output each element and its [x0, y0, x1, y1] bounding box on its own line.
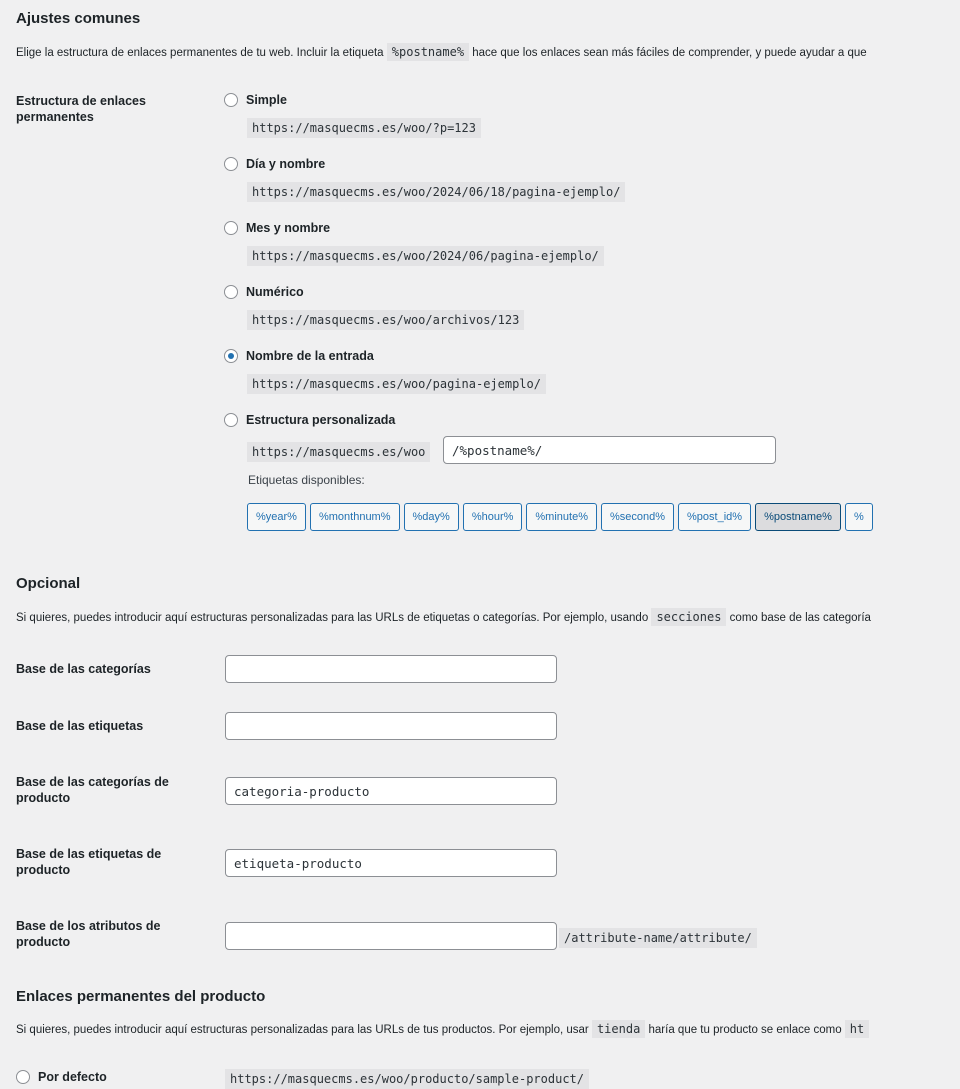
radio-numeric[interactable] — [224, 285, 238, 299]
radio-day-name[interactable] — [224, 157, 238, 171]
category-base-label: Base de las categorías — [16, 662, 151, 676]
product-tag-base-label: Base de las etiquetas de producto — [16, 847, 162, 877]
category-base-input[interactable] — [225, 655, 557, 683]
radio-month-name[interactable] — [224, 221, 238, 235]
tag-post-id-button[interactable]: %post_id% — [678, 503, 751, 531]
product-desc-text: Si quieres, puedes introducir aquí estructuras personalizadas para las URLs de tus productos. Por ejemplo, usar — [16, 1024, 589, 1036]
product-category-base-input[interactable] — [225, 777, 557, 805]
option-sample-url: https://masquecms.es/woo/2024/06/18/pagina-ejemplo/ — [247, 182, 625, 202]
option-label: Por defecto — [38, 1070, 107, 1084]
option-label: Simple — [246, 93, 287, 107]
product-desc-code-tail: ht — [845, 1020, 869, 1038]
common-desc-text: Elige la estructura de enlaces permanentes de tu web. Incluir la etiqueta — [16, 47, 384, 59]
optional-description — [16, 610, 871, 624]
radio-product-default[interactable] — [16, 1070, 30, 1084]
section-title-optional: Opcional — [16, 575, 81, 592]
option-label: Día y nombre — [246, 157, 326, 171]
tag-day-button[interactable]: %day% — [404, 503, 459, 531]
optional-desc-code: secciones — [651, 608, 726, 626]
radio-simple[interactable] — [224, 93, 238, 107]
product-default-sample: https://masquecms.es/woo/producto/sample-product/ — [225, 1069, 589, 1089]
available-tags — [247, 503, 873, 531]
custom-structure-input[interactable] — [443, 436, 776, 464]
tag-minute-button[interactable]: %minute% — [526, 503, 597, 531]
common-desc-text-after: hace que los enlaces sean más fáciles de comprender, y puede ayudar a que — [472, 47, 867, 59]
product-tag-base-input[interactable] — [225, 849, 557, 877]
available-tags-label: Etiquetas disponibles: — [248, 473, 365, 487]
common-description — [16, 45, 867, 59]
option-custom-structure[interactable] — [224, 413, 395, 427]
option-sample-url: https://masquecms.es/woo/archivos/123 — [247, 310, 524, 330]
tag-year-button[interactable]: %year% — [247, 503, 306, 531]
option-sample-url: https://masquecms.es/woo/2024/06/pagina-ejemplo/ — [247, 246, 604, 266]
product-category-base-label: Base de las categorías de producto — [16, 775, 169, 805]
tag-monthnum-button[interactable]: %monthnum% — [310, 503, 400, 531]
section-title-common: Ajustes comunes — [16, 10, 141, 27]
optional-desc-text-after: como base de las categoría — [729, 612, 871, 624]
option-label: Nombre de la entrada — [246, 349, 374, 363]
option-day-name[interactable] — [224, 157, 325, 171]
option-simple[interactable] — [224, 93, 287, 107]
tag-postname-button[interactable]: %postname% — [755, 503, 841, 531]
tag-base-label: Base de las etiquetas — [16, 719, 144, 733]
tag-second-button[interactable]: %second% — [601, 503, 674, 531]
radio-custom-structure[interactable] — [224, 413, 238, 427]
tag-hour-button[interactable]: %hour% — [463, 503, 523, 531]
option-post-name[interactable] — [224, 349, 374, 363]
option-label: Mes y nombre — [246, 221, 331, 235]
common-desc-code: %postname% — [387, 43, 469, 61]
product-attribute-base-input[interactable] — [225, 922, 557, 950]
tag-more-button[interactable]: % — [845, 503, 873, 531]
product-desc-code: tienda — [592, 1020, 645, 1038]
attribute-base-suffix: /attribute-name/attribute/ — [559, 928, 757, 948]
optional-desc-text: Si quieres, puedes introducir aquí estructuras personalizadas para las URLs de etiquetas o categorías. Por ejemplo, usando — [16, 612, 649, 624]
section-title-product-permalinks: Enlaces permanentes del producto — [16, 988, 266, 1005]
option-month-name[interactable] — [224, 221, 330, 235]
option-numeric[interactable] — [224, 285, 304, 299]
custom-structure-prefix: https://masquecms.es/woo — [247, 442, 430, 462]
option-label: Numérico — [246, 285, 304, 299]
radio-post-name[interactable] — [224, 349, 238, 363]
product-attribute-base-label: Base de los atributos de producto — [16, 919, 161, 949]
permalink-structure-label: Estructura de enlaces permanentes — [16, 94, 146, 124]
option-product-default[interactable] — [16, 1070, 107, 1084]
product-description — [16, 1022, 869, 1036]
option-sample-url: https://masquecms.es/woo/pagina-ejemplo/ — [247, 374, 546, 394]
product-desc-text-after: haría que tu producto se enlace como — [648, 1024, 842, 1036]
tag-base-input[interactable] — [225, 712, 557, 740]
option-sample-url: https://masquecms.es/woo/?p=123 — [247, 118, 481, 138]
option-label: Estructura personalizada — [246, 413, 396, 427]
